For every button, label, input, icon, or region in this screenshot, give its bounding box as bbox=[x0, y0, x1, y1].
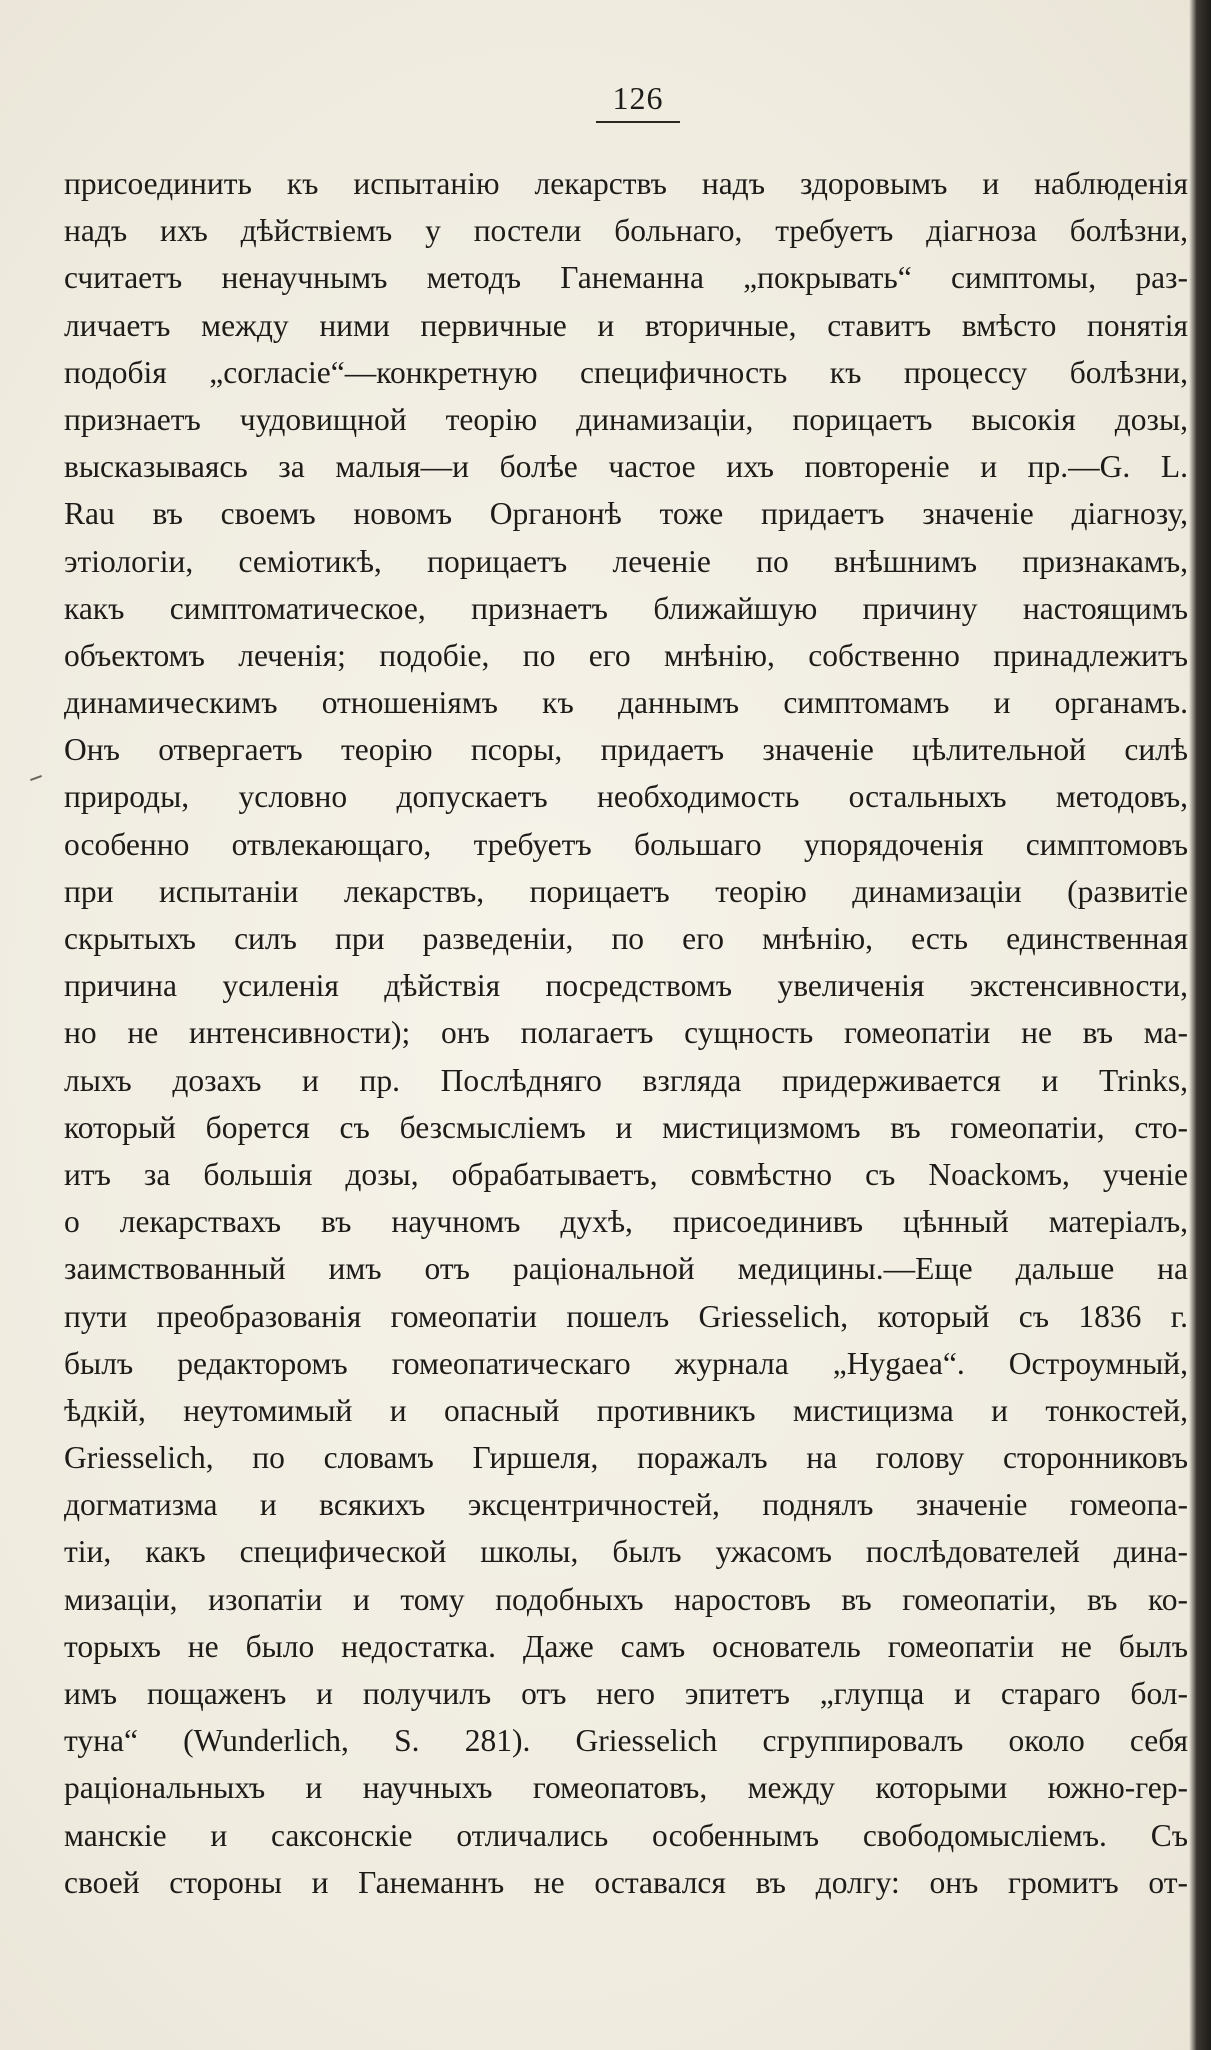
text-line: признаетъ чудовищной теорію динамизаціи, порицаетъ высокія дозы, bbox=[64, 401, 1188, 437]
text-line: Rau въ своемъ новомъ Органонѣ тоже придаетъ значеніе діагнозу, bbox=[64, 496, 1188, 532]
text-line: объектомъ леченія; подобіе, по его мнѣнію, собственно принадлежитъ bbox=[64, 637, 1188, 673]
text-line: динамическимъ отношеніямъ къ даннымъ симптомамъ и органамъ. bbox=[64, 685, 1188, 721]
text-line: раціональныхъ и научныхъ гомеопатовъ, между которыми южно-гер- bbox=[64, 1770, 1188, 1806]
text-line: итъ за большія дозы, обрабатываетъ, совмѣстно съ Noackомъ, ученіе bbox=[64, 1156, 1188, 1192]
text-line: надъ ихъ дѣйствіемъ у постели больнаго, требуетъ діагноза болѣзни, bbox=[64, 213, 1188, 249]
text-line: причина усиленія дѣйствія посредствомъ увеличенія экстенсивности, bbox=[64, 968, 1188, 1004]
text-line: ѣдкій, неутомимый и опасный противникъ мистицизма и тонкостей, bbox=[64, 1392, 1188, 1428]
text-line: о лекарствахъ въ научномъ духѣ, присоединивъ цѣнный матеріалъ, bbox=[64, 1204, 1188, 1240]
text-line: особенно отвлекающаго, требуетъ большаго упорядоченія симптомовъ bbox=[64, 826, 1188, 862]
text-line: Онъ отвергаетъ теорію псоры, придаетъ значеніе цѣлительной силѣ bbox=[64, 732, 1188, 768]
text-line: который борется съ безсмысліемъ и мистицизмомъ въ гомеопатіи, сто- bbox=[64, 1109, 1188, 1145]
text-line: какъ симптоматическое, признаетъ ближайшую причину настоящимъ bbox=[64, 590, 1188, 626]
body-text bbox=[64, 160, 1188, 1906]
text-line: при испытаніи лекарствъ, порицаетъ теорію динамизаціи (развитіе bbox=[64, 873, 1188, 909]
text-line: манскіе и саксонскіе отличались особеннымъ свободомысліемъ. Съ bbox=[64, 1817, 1188, 1853]
text-line: мизаціи, изопатіи и тому подобныхъ наростовъ въ гомеопатіи, въ ко- bbox=[64, 1581, 1188, 1617]
binding-edge bbox=[1189, 0, 1211, 2050]
page-number: 126 bbox=[596, 78, 680, 123]
text-line: заимствованный имъ отъ раціональной медицины.—Еще дальше на bbox=[64, 1251, 1188, 1287]
text-line: имъ пощаженъ и получилъ отъ него эпитетъ „глупца и стараго бол- bbox=[64, 1676, 1188, 1711]
text-line: присоединить къ испытанію лекарствъ надъ здоровымъ и наблюденія bbox=[64, 166, 1188, 201]
text-line: догматизма и всякихъ эксцентричностей, поднялъ значеніе гомеопа- bbox=[64, 1487, 1188, 1523]
text-line: торыхъ не было недостатка. Даже самъ основатель гомеопатіи не былъ bbox=[64, 1628, 1188, 1664]
text-line: подобія „согласіе“—конкретную специфичность къ процессу болѣзни, bbox=[64, 354, 1188, 390]
text-line: своей стороны и Ганеманнъ не оставался въ долгу: онъ громитъ от- bbox=[64, 1864, 1188, 1900]
text-line: личаетъ между ними первичные и вторичные, ставитъ вмѣсто понятія bbox=[64, 307, 1188, 343]
text-line: лыхъ дозахъ и пр. Послѣдняго взгляда придерживается и Trinks, bbox=[64, 1062, 1188, 1098]
margin-mark bbox=[30, 775, 42, 781]
text-line: былъ редакторомъ гомеопатическаго журнала „Hygaea“. Остроумный, bbox=[64, 1345, 1188, 1381]
text-line: природы, условно допускаетъ необходимость остальныхъ методовъ, bbox=[64, 779, 1188, 815]
text-line: пути преобразованія гомеопатіи пошелъ Griesselich, который съ 1836 г. bbox=[64, 1298, 1188, 1334]
text-line: туна“ (Wunderlich, S. 281). Griesselich сгруппировалъ около себя bbox=[64, 1723, 1188, 1759]
text-line: Griesselich, по словамъ Гиршеля, поражалъ на голову сторонниковъ bbox=[64, 1440, 1188, 1476]
text-line: этіологіи, семіотикѣ, порицаетъ леченіе по внѣшнимъ признакамъ, bbox=[64, 543, 1188, 579]
text-line: высказываясь за малыя—и болѣе частое ихъ повтореніе и пр.—G. L. bbox=[64, 449, 1188, 485]
text-line: тіи, какъ специфической школы, былъ ужасомъ послѣдователей дина- bbox=[64, 1534, 1188, 1570]
text-line: но не интенсивности); онъ полагаетъ сущность гомеопатіи не въ ма- bbox=[64, 1015, 1188, 1051]
text-line: считаетъ ненаучнымъ методъ Ганеманна „покрывать“ симптомы, раз- bbox=[64, 260, 1188, 296]
text-line: скрытыхъ силъ при разведеніи, по его мнѣнію, есть единственная bbox=[64, 921, 1188, 956]
